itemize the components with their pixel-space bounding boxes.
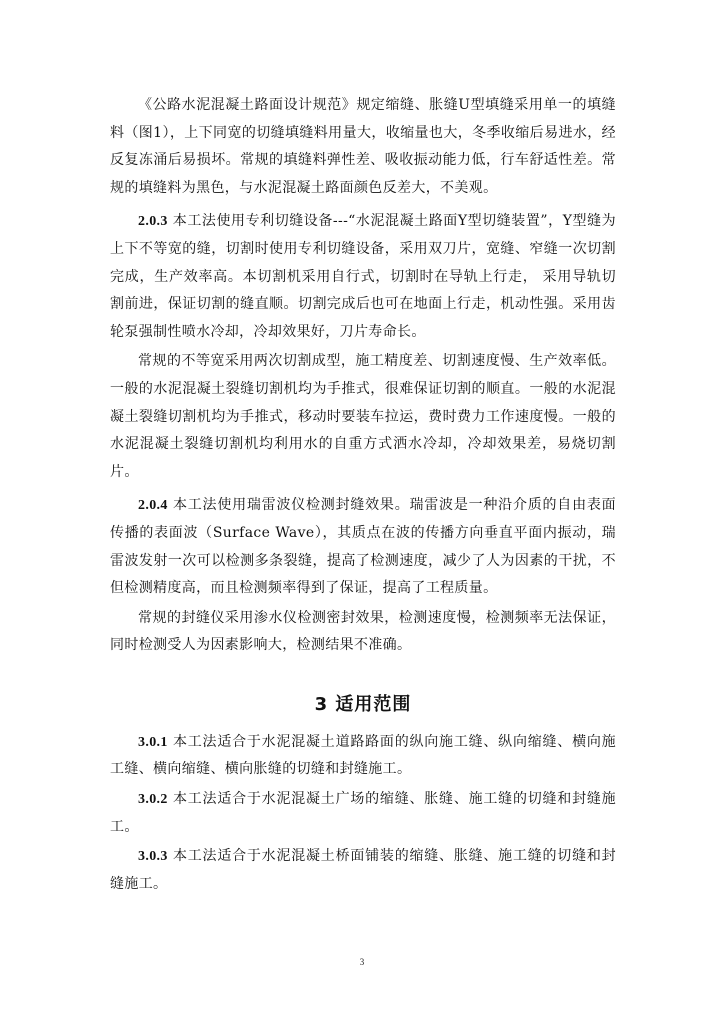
- clause-number: 2.0.4: [138, 498, 168, 514]
- paragraph-text: 《公路水泥混凝土路面设计规范》规定缩缝、胀缝U型填缝采用单一的填缝料（图1），上下同宽的切缝填缝料用量大，收缩量也大，冬季收缩后易进水，经反复冻涌后易损坏。常规的填缝料弹性差、吸收振动能力低，行车舒适性差。常规的填缝料为黑色，与水泥混凝土路面颜色反差大，不美观。: [110, 97, 616, 196]
- clause-number: 3.0.3: [138, 849, 168, 865]
- page-content: [110, 92, 616, 898]
- paragraph-fill-material: [110, 92, 616, 202]
- paragraph-text: 常规的封缝仪采用渗水仪检测密封效果，检测速度慢，检测频率无法保证，同时检测受人为因素影响大，检测结果不准确。: [110, 609, 616, 654]
- paragraph-text: 本工法使用专利切缝设备---“水泥混凝土路面Y型切缝装置”，Y型缝为上下不等宽的缝，切割时使用专利切缝设备，采用双刀片，宽缝、窄缝一次切割完成，生产效率高。本切割机采用自行式，切割时在导轨上行走， 采用导轨切割前进，保证切割的缝直顺。切割完成后也可在地面上行走，机动性强。采用齿轮泵强制性喷水冷却，冷却效果好，刀片寿命长。: [110, 213, 616, 340]
- clause-3-0-2: [110, 786, 616, 841]
- section-title: 3 适用范围: [314, 693, 412, 715]
- clause-text: 本工法适合于水泥混凝土广场的缩缝、胀缝、施工缝的切缝和封缝施工。: [110, 791, 616, 835]
- paragraph-2-0-4: [110, 492, 616, 602]
- clause-number: 2.0.3: [138, 214, 168, 230]
- paragraph-conventional-cutting: [110, 348, 616, 486]
- paragraph-text: 常规的不等宽采用两次切割成型，施工精度差、切割速度慢、生产效率低。一般的水泥混凝土裂缝切割机均为手推式，很难保证切割的顺直。一般的水泥混凝土裂缝切割机均为手推式，移动时要装车拉运，费时费力工作速度慢。一般的水泥混凝土裂缝切割机均利用水的自重方式洒水冷却，冷却效果差，易烧切割片。: [110, 353, 616, 480]
- paragraph-conventional-sealing: [110, 605, 616, 660]
- clause-text: 本工法适合于水泥混凝土桥面铺装的缩缝、胀缝、施工缝的切缝和封缝施工。: [110, 848, 616, 892]
- clause-3-0-1: [110, 729, 616, 784]
- page-number: 3: [359, 957, 365, 967]
- clause-number: 3.0.1: [138, 734, 168, 750]
- clause-number: 3.0.2: [138, 792, 168, 808]
- paragraph-text: 本工法使用瑞雷波仪检测封缝效果。瑞雷波是一种沿介质的自由表面传播的表面波（Surface Wave），其质点在波的传播方向垂直平面内振动，瑞雷波发射一次可以检测多条裂缝，提高了检测速度，减少了人为因素的干扰，不但检测精度高，而且检测频率得到了保证，提高了工程质量。: [110, 497, 616, 597]
- clause-3-0-3: [110, 843, 616, 898]
- paragraph-2-0-3: [110, 208, 616, 346]
- clause-text: 本工法适合于水泥混凝土道路路面的纵向施工缝、纵向缩缝、横向施工缝、横向缩缝、横向胀缝的切缝和封缝施工。: [110, 733, 616, 778]
